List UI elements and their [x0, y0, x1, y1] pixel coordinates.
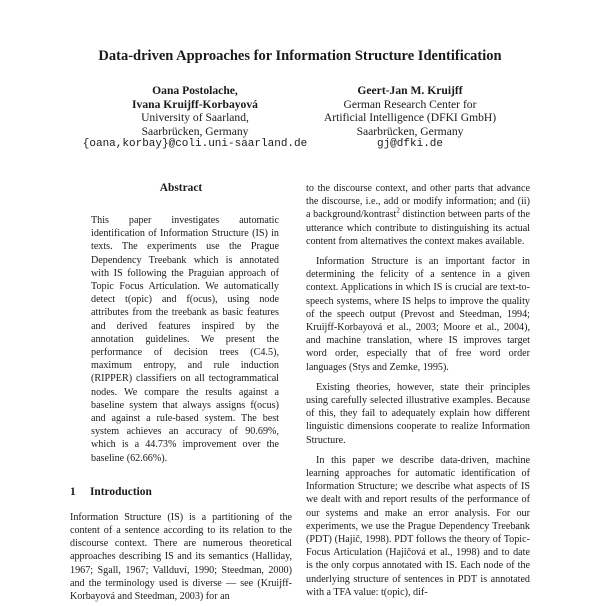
author-name: Geert-Jan M. Kruijff: [357, 84, 463, 97]
body-paragraph: In this paper we describe data-driven, machine learning approaches for automatic identification of Information Structure; we describe what aspects of IS we dealt with and report results of the performance of our systems and make an error analysis. For our experiments, we use the Prague Dependency Treebank (PDT) (Hajič, 1998). PDT follows the theory of Topic-Focus Articulation (Hajičová et al., 1998) and to date is the only corpus annotated with IS. Each node of the underlying structure of sentences in PDT is annotated with a TFA value: t(opic), dif-: [306, 454, 530, 598]
section-number: 1: [70, 485, 76, 498]
author-name: Oana Postolache,: [152, 84, 238, 97]
abstract-heading: Abstract: [159, 182, 203, 194]
paragraph-text: to the discourse context, and other parts that advance the discourse, i.e., add or modify information; and (ii) a background/kontrast: [306, 183, 530, 221]
author-email: {oana,korbay}@coli.uni-saarland.de: [82, 138, 308, 151]
introduction-text: Information Structure (IS) is a partitioning of the content of a sentence according to its relation to the discourse context. There are numerous theoretical approaches describing IS and its semantics (Halliday, 1967; Sgall, 1967; Vallduví, 1990; Steedman, 2000) and the terminology used is diverse — see (Kruijff-Korbayová and Steedman, 2003) for an: [70, 511, 292, 603]
body-paragraph: Information Structure is an important factor in determining the felicity of a sentence in a given context. Applications in which IS is crucial are text-to-speech systems, where IS helps to improve the quality of the speech output (Prevost and Steedman, 1994; Kruijff-Korbayová et al., 2003; Moore et al., 2004), and machine translation, where IS improves target word order, especially that of free word order languages (Stys and Zemke, 1995).: [306, 256, 530, 373]
author-affiliation: German Research Center for: [343, 97, 477, 111]
paper-title: Data-driven Approaches for Information Structure Identification: [98, 48, 502, 64]
author-block-1: [70, 84, 320, 152]
author-email: gj@dfki.de: [376, 138, 443, 151]
section-heading: [70, 486, 292, 499]
abstract-body: [70, 214, 292, 465]
author-block-2: [290, 84, 530, 152]
author-affiliation: Artificial Intelligence (DFKI GmbH): [323, 111, 497, 125]
section-title: Introduction: [90, 485, 152, 498]
left-column: [70, 182, 292, 603]
author-affiliation: Saarbrücken, Germany: [356, 124, 464, 138]
body-paragraph: Existing theories, however, state their principles using carefully selected illustrative examples. Because of this, they fail to adequately explain how different linguistic dimensions cooperate to realize Information Structure.: [306, 381, 530, 446]
paragraph-text: distinction between parts of the utterance which contribute to distinguishing its actual content from alternatives the context makes available.: [306, 209, 530, 247]
right-column: [306, 182, 530, 606]
abstract-text: This paper investigates automatic identification of Information Structure (IS) in texts. The experiments use the Prague Dependency Treebank which is annotated with IS following the Praguian approach of Topic Focus Articulation. We automatically detect t(opic) and f(ocus), using node attributes from the treebank as basic features and derived features inspired by the annotation guidelines. We present the performance of decision trees (C4.5), maximum entropy, and rule induction (RIPPER) classifiers on all tectogrammatical nodes. We compare the results against a baseline system that always assigns f(ocus) and against a rule-based system. The best system achieves an accuracy of 90.69%, which is a 44.73% improvement over the baseline (62.66%).: [91, 215, 279, 464]
footnote-marker: 2: [396, 207, 400, 216]
author-name: Ivana Kruijff-Korbayová: [132, 97, 258, 111]
body-paragraph: [306, 182, 530, 248]
author-affiliation: Saarbrücken, Germany: [141, 124, 249, 138]
author-affiliation: University of Saarland,: [141, 111, 249, 125]
